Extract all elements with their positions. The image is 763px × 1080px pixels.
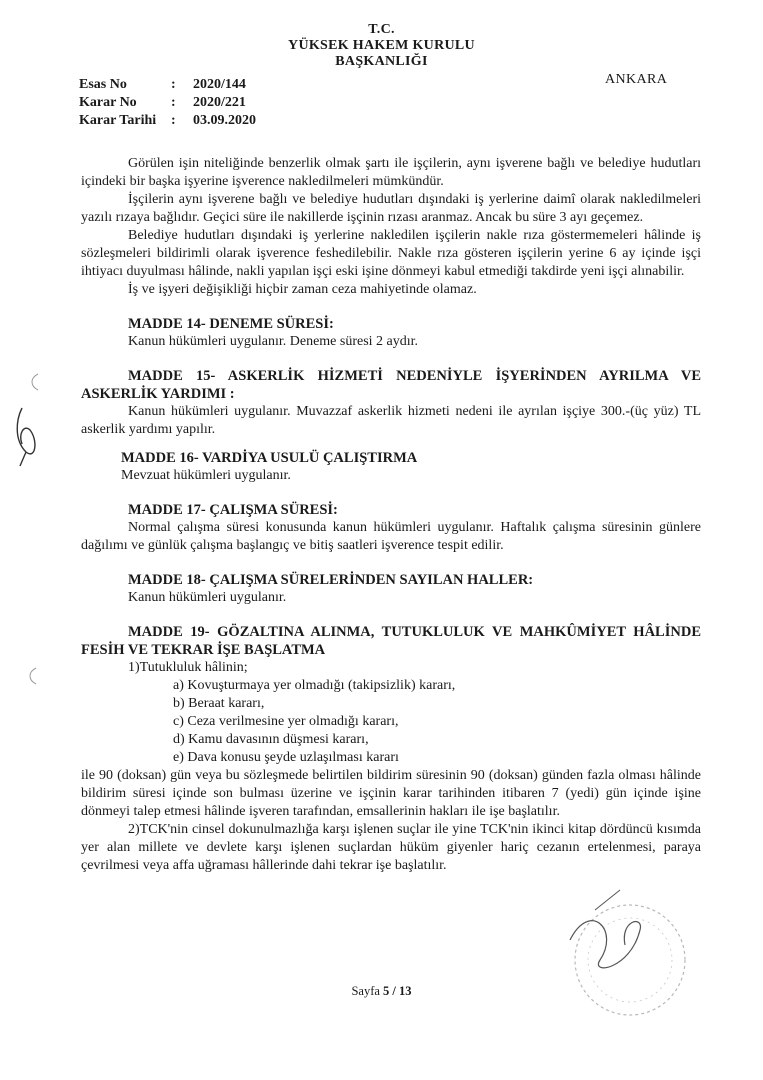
- article-18-text: Kanun hükümleri uygulanır.: [128, 590, 287, 605]
- article-16-text: Mevzuat hükümleri uygulanır.: [121, 468, 291, 483]
- tarih-row: [79, 112, 256, 130]
- article-19-paragraph-2: 2)TCK'nin cinsel dokunulmazlığa karşı işlenen suçlar ile yine TCK'nin ikinci kitap dördüncü kısımda yer alan millete ve devlete karşı işlenen suçlardan hüküm giyenler hariç cezanın ertelenmesi, paraya çevrilmesi veya affa uğraması hâllerinde dahi tekrar işe başlatılır.: [81, 822, 701, 873]
- paragraph-3: Belediye hudutları dışındaki iş yerlerine nakledilen işçilerin nakle rıza göstermemeleri hâlinde iş sözleşmeleri bildirimli olarak işverence feshedilebilir. Nakle rıza gösteren işçilerin yerine 6 ay içinde işçi ihtiyacı duyulması hâlinde, nakli yapılan işçi eski işine dönmeyi kabul etmediği takdirde yeni işçi alınabilir.: [81, 228, 701, 279]
- article-16-title: MADDE 16- VARDİYA USULÜ ÇALIŞTIRMA: [121, 450, 418, 466]
- esas-colon: :: [171, 77, 176, 92]
- karar-row: [79, 94, 256, 112]
- article-15-title: MADDE 15- ASKERLİK HİZMETİ NEDENİYLE İŞYERİNDEN AYRILMA VE ASKERLİK YARDIMI :: [81, 368, 701, 402]
- document-header: [0, 22, 763, 70]
- header-line-3: BAŞKANLIĞI: [335, 54, 428, 69]
- article-17-title: MADDE 17- ÇALIŞMA SÜRESİ:: [128, 502, 338, 518]
- article-15-text: Kanun hükümleri uygulanır. Muvazzaf askerlik hizmeti nedeni ile ayrılan işçiye 300.-(üç yüz) TL askerlik yardımı yapılır.: [81, 404, 701, 437]
- article-14-text: Kanun hükümleri uygulanır. Deneme süresi 2 aydır.: [128, 334, 419, 349]
- page-number: 5 / 13: [383, 984, 412, 998]
- article-19-title: MADDE 19- GÖZALTINA ALINMA, TUTUKLULUK VE MAHKÛMİYET HÂLİNDE FESİH VE TEKRAR İŞE BAŞLATMA: [81, 624, 701, 658]
- article-19-sub-1: 1)Tutukluluk hâlinin;: [128, 660, 248, 675]
- article-14-title: MADDE 14- DENEME SÜRESİ:: [128, 316, 334, 332]
- article-17-text: Normal çalışma süresi konusunda kanun hükümleri uygulanır. Haftalık çalışma süresinin günlere dağılımı ve günlük çalışma başlangıç ve bitiş saatleri işverence tespit edilir.: [81, 520, 701, 553]
- karar-label: Karar No: [79, 95, 137, 110]
- esas-value: 2020/144: [193, 77, 246, 92]
- article-19-list: [81, 677, 701, 767]
- paragraph-2: İşçilerin aynı işverene bağlı ve belediye hudutları dışındaki iş yerlerine daimî olarak nakledilmeleri yazılı rızaya bağlıdır. Geçici süre ile nakillerde işçinin rızası aranmaz. Ancak bu süre 3 ayı geçemez.: [81, 192, 701, 225]
- list-item: a) Kovuşturmaya yer olmadığı (takipsizlik) kararı,: [173, 678, 456, 693]
- margin-bracket-icon: [24, 666, 38, 686]
- header-line-2: YÜKSEK HAKEM KURULU: [288, 38, 475, 53]
- case-meta: [79, 76, 256, 130]
- esas-row: [79, 76, 256, 94]
- paragraph-4: İş ve işyeri değişikliği hiçbir zaman ceza mahiyetinde olamaz.: [128, 282, 477, 297]
- tarih-value: 03.09.2020: [193, 113, 256, 128]
- list-item: e) Dava konusu şeyde uzlaşılması kararı: [173, 750, 399, 765]
- karar-value: 2020/221: [193, 95, 246, 110]
- list-item: c) Ceza verilmesine yer olmadığı kararı,: [173, 714, 399, 729]
- tarih-label: Karar Tarihi: [79, 113, 157, 128]
- article-19-paragraph-1: ile 90 (doksan) gün veya bu sözleşmede belirtilen bildirim süresinin 90 (doksan) günden fazla olması hâlinde bildirim süresi içinde son bulması üzerine ve işçinin karar tarihinden itibaren 7 (yedi) gün içinde işine dönmeyi talep etmesi hâlinde işveren tarafından, emsallerinin hakları ile işe başlatılır.: [81, 768, 701, 819]
- margin-bracket-icon: [26, 372, 40, 392]
- esas-label: Esas No: [79, 77, 127, 92]
- list-item: d) Kamu davasının düşmesi kararı,: [173, 732, 369, 747]
- list-item: b) Beraat kararı,: [173, 696, 265, 711]
- handwritten-initial-icon: [8, 400, 48, 470]
- paragraph-1: Görülen işin niteliğinde benzerlik olmak şartı ile işçilerin, aynı işverene bağlı ve belediye hudutları içindeki bir başka işyerine işverence nakledilmeleri mümkündür.: [81, 156, 701, 189]
- karar-colon: :: [171, 95, 176, 110]
- page-footer: [0, 984, 763, 999]
- document-body: [81, 155, 701, 875]
- header-line-1: T.C.: [368, 22, 395, 37]
- article-18-title: MADDE 18- ÇALIŞMA SÜRELERİNDEN SAYILAN HALLER:: [128, 572, 534, 588]
- footer-prefix: Sayfa: [351, 984, 380, 998]
- tarih-colon: :: [171, 113, 176, 128]
- city-label: ANKARA: [605, 72, 668, 87]
